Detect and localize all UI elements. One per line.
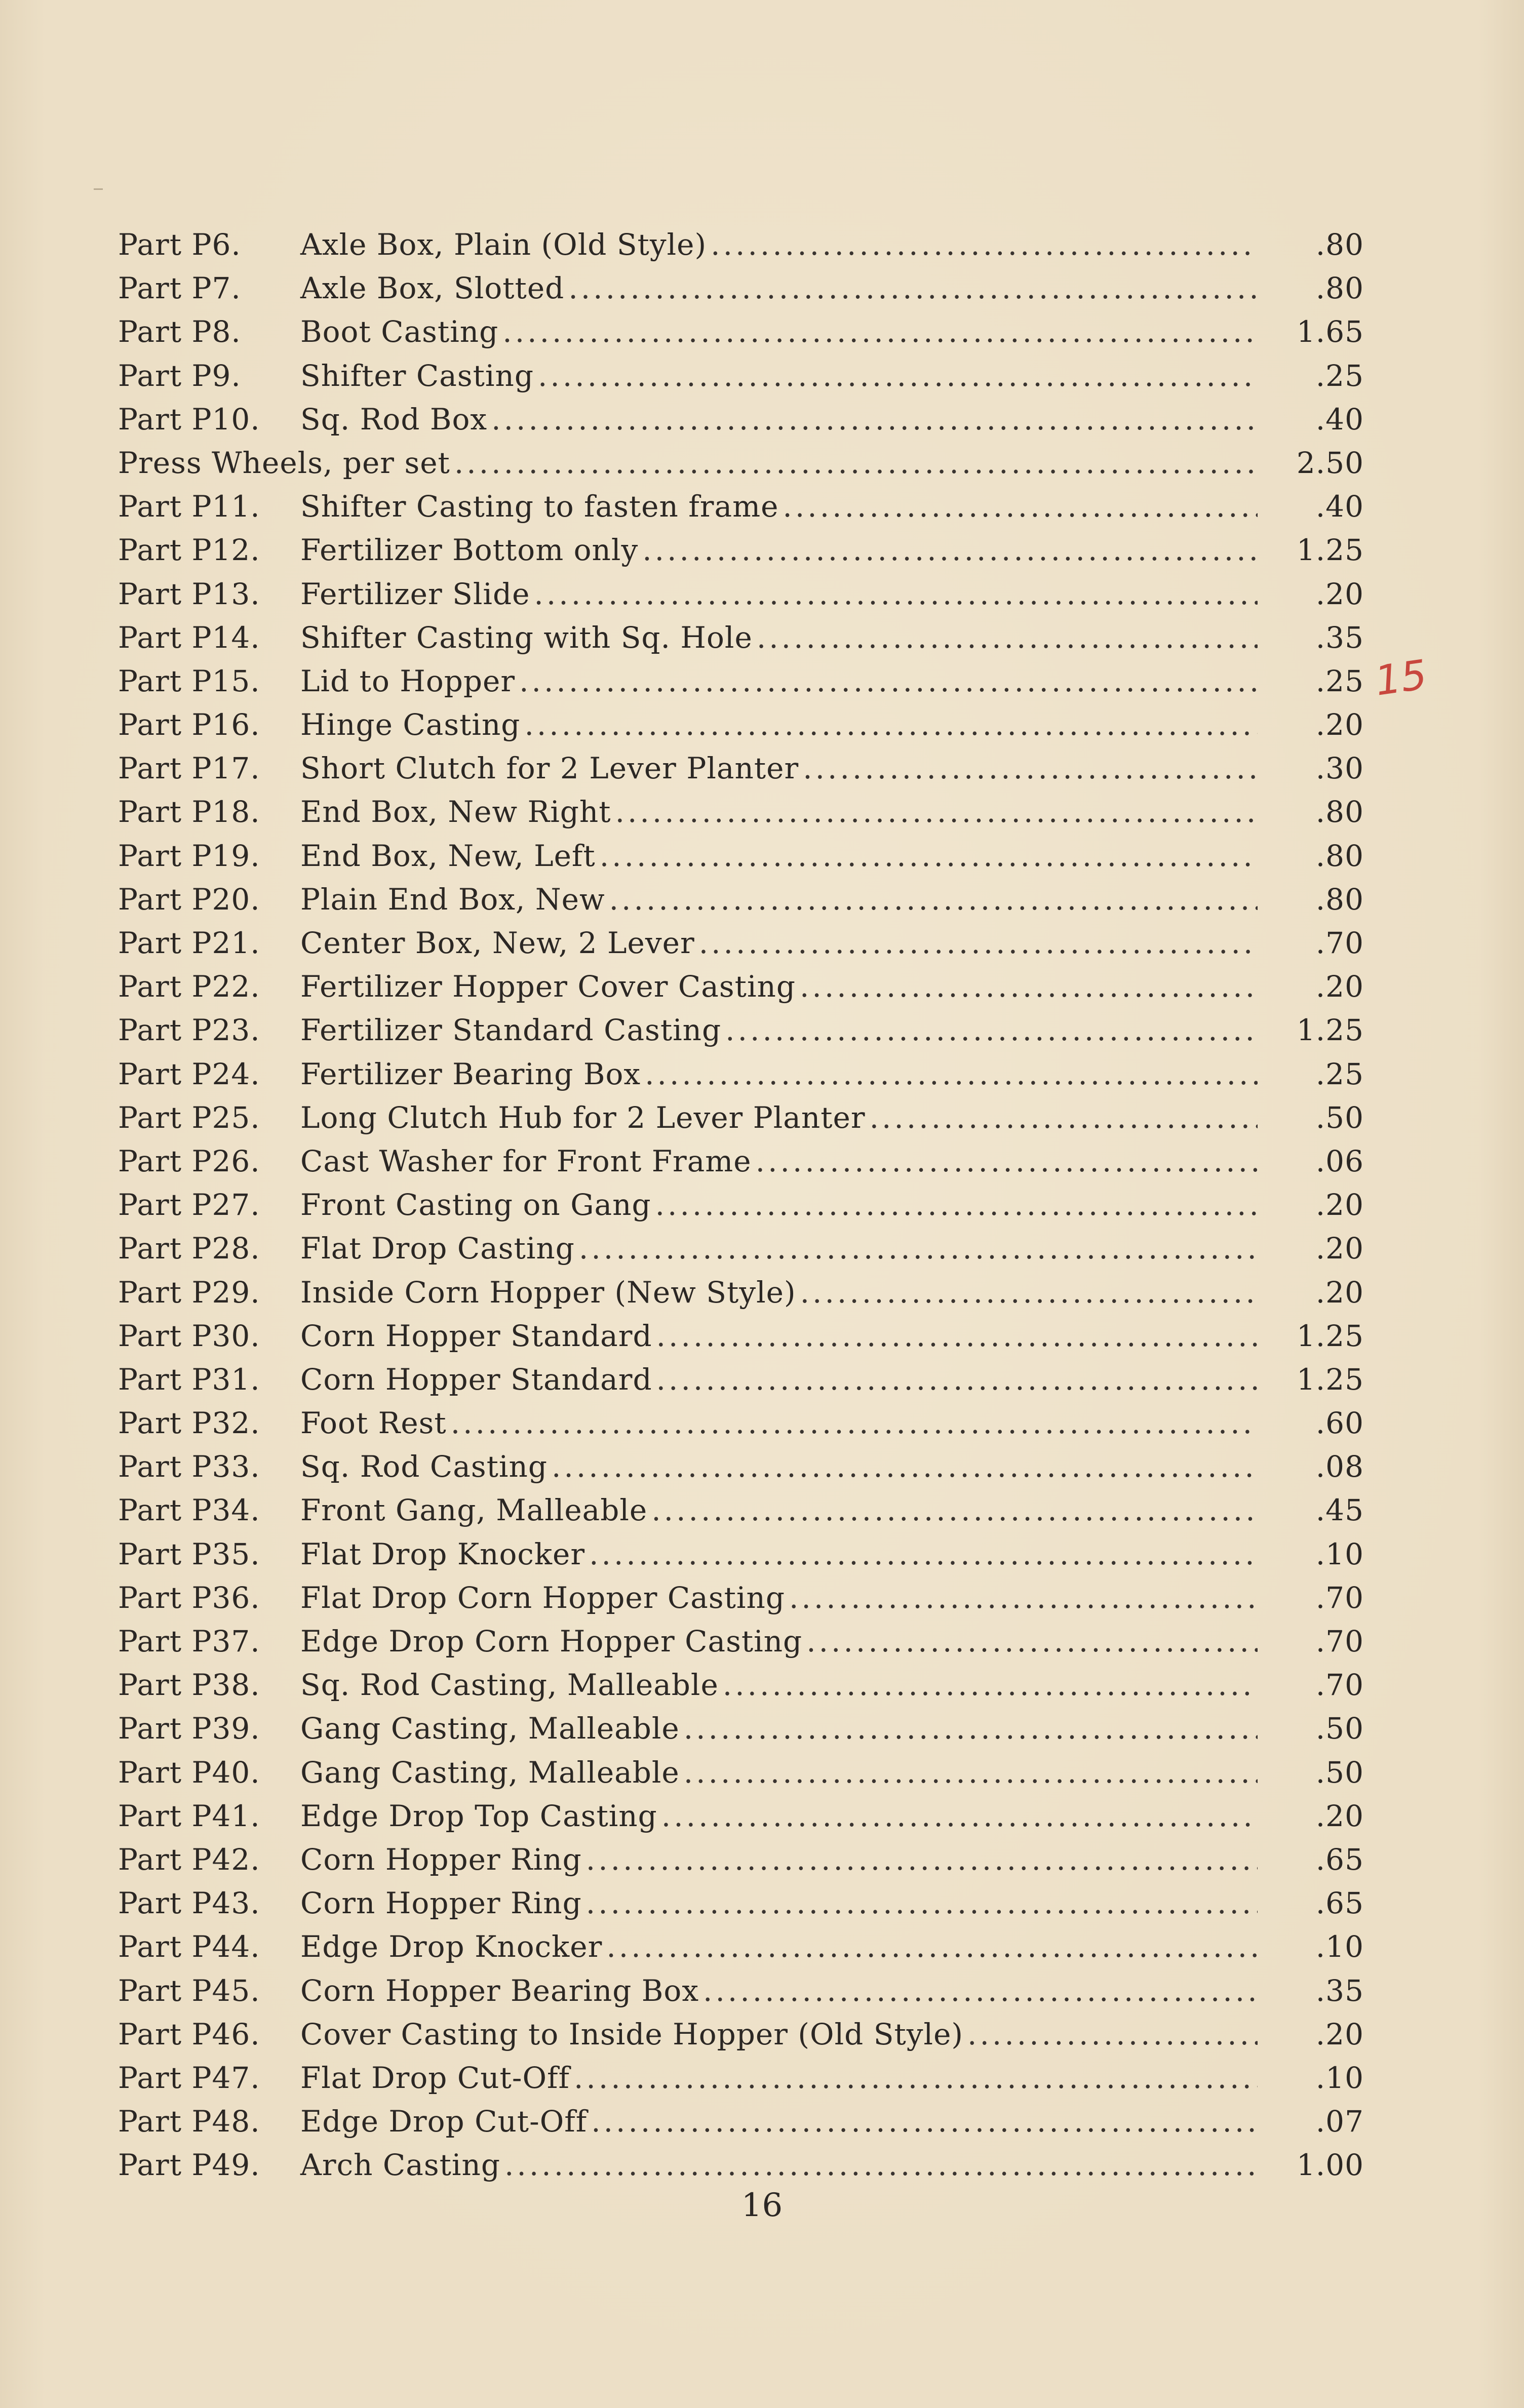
dot-leader <box>519 659 1258 703</box>
part-price: .80 <box>1315 227 1364 262</box>
part-row <box>118 223 1364 266</box>
part-code: Part P40. <box>118 1755 260 1790</box>
part-code: Part P35. <box>118 1536 260 1571</box>
dot-leader <box>656 1358 1258 1401</box>
part-description: Axle Box, Slotted <box>300 271 565 306</box>
part-description: Press Wheels, per set <box>118 445 450 480</box>
dot-leader <box>684 1751 1258 1794</box>
part-code: Part P39. <box>118 1711 260 1746</box>
dot-leader <box>609 878 1258 921</box>
part-row <box>118 703 1364 746</box>
part-code: Part P15. <box>118 663 260 698</box>
part-description: Boot Casting <box>300 314 499 349</box>
part-code: Part P47. <box>118 2060 260 2095</box>
dot-leader <box>800 1271 1258 1314</box>
part-price: .50 <box>1315 1711 1364 1746</box>
part-row <box>118 2100 1364 2143</box>
dot-leader <box>586 1881 1258 1925</box>
part-price: .25 <box>1315 663 1364 698</box>
part-price: 1.25 <box>1296 533 1364 568</box>
part-description: Corn Hopper Standard <box>300 1318 652 1353</box>
part-row <box>118 1532 1364 1576</box>
part-price: .80 <box>1315 882 1364 917</box>
part-row <box>118 790 1364 834</box>
dot-leader <box>870 1096 1258 1139</box>
part-description: Plain End Box, New <box>300 882 605 917</box>
part-row <box>118 878 1364 921</box>
part-description: Cover Casting to Inside Hopper (Old Style) <box>300 2017 964 2051</box>
dot-leader <box>586 1838 1258 1881</box>
part-price: .80 <box>1315 795 1364 830</box>
dot-leader <box>534 572 1258 616</box>
part-row <box>118 659 1364 703</box>
part-price: 1.25 <box>1296 1318 1364 1353</box>
part-description: Edge Drop Knocker <box>300 1929 603 1964</box>
dot-leader <box>524 703 1258 746</box>
part-price: .06 <box>1315 1143 1364 1178</box>
part-row <box>118 746 1364 790</box>
dot-leader <box>451 1401 1258 1445</box>
part-code: Part P33. <box>118 1449 260 1484</box>
dot-leader <box>757 616 1258 659</box>
dot-leader <box>656 1314 1258 1358</box>
part-description: Corn Hopper Bearing Box <box>300 1973 699 2008</box>
part-price: .65 <box>1315 1886 1364 1921</box>
dot-leader <box>967 2012 1258 2056</box>
part-code: Part P9. <box>118 358 241 393</box>
part-price: 1.65 <box>1296 314 1364 349</box>
part-price: .80 <box>1315 838 1364 873</box>
part-row <box>118 2143 1364 2187</box>
part-description: Edge Drop Top Casting <box>300 1798 657 1833</box>
part-code: Part P30. <box>118 1318 260 1353</box>
part-description: Hinge Casting <box>300 707 521 742</box>
part-row <box>118 1838 1364 1881</box>
part-description: Shifter Casting <box>300 358 534 393</box>
scan-mark <box>94 188 103 190</box>
part-row <box>118 572 1364 616</box>
dot-leader <box>606 1925 1258 1968</box>
part-price: .35 <box>1315 620 1364 655</box>
part-code: Part P29. <box>118 1275 260 1310</box>
part-row <box>118 1227 1364 1270</box>
part-price: .20 <box>1315 1188 1364 1222</box>
part-description: Lid to Hopper <box>300 663 516 698</box>
part-code: Part P18. <box>118 795 260 830</box>
dot-leader <box>800 965 1258 1008</box>
part-description: End Box, New, Left <box>300 838 596 873</box>
dot-leader <box>723 1663 1258 1707</box>
part-row <box>118 616 1364 659</box>
part-price: .10 <box>1315 1929 1364 1964</box>
part-description: Sq. Rod Box <box>300 402 488 437</box>
part-row <box>118 485 1364 528</box>
dot-leader <box>684 1707 1258 1750</box>
part-description: Fertilizer Slide <box>300 576 530 611</box>
dot-leader <box>615 790 1258 834</box>
part-row <box>118 354 1364 398</box>
part-row <box>118 921 1364 965</box>
part-description: Sq. Rod Casting, Malleable <box>300 1668 719 1703</box>
part-description: Foot Rest <box>300 1406 447 1441</box>
part-price: .20 <box>1315 2017 1364 2051</box>
part-code: Part P20. <box>118 882 260 917</box>
dot-leader <box>661 1794 1258 1838</box>
part-row <box>118 1183 1364 1227</box>
part-description: Fertilizer Bottom only <box>300 533 639 568</box>
part-row <box>118 398 1364 441</box>
part-code: Part P12. <box>118 533 260 568</box>
part-row <box>118 965 1364 1008</box>
dot-leader <box>789 1576 1258 1620</box>
dot-leader <box>711 223 1258 266</box>
part-code: Part P26. <box>118 1143 260 1178</box>
part-row <box>118 1969 1364 2012</box>
dot-leader <box>651 1488 1258 1532</box>
part-row <box>118 1358 1364 1401</box>
part-description: Center Box, New, 2 Lever <box>300 926 695 960</box>
dot-leader <box>699 921 1258 965</box>
part-price: .20 <box>1315 969 1364 1004</box>
dot-leader <box>600 834 1258 878</box>
part-price: .25 <box>1315 358 1364 393</box>
part-code: Part P48. <box>118 2104 260 2139</box>
part-description: Flat Drop Casting <box>300 1231 575 1266</box>
part-description: Front Gang, Malleable <box>300 1493 648 1528</box>
part-code: Part P17. <box>118 751 260 786</box>
part-price: .35 <box>1315 1973 1364 2008</box>
part-price: .65 <box>1315 1842 1364 1877</box>
part-description: Flat Drop Knocker <box>300 1536 585 1571</box>
part-row <box>118 1620 1364 1663</box>
dot-leader <box>454 441 1258 485</box>
dot-leader <box>645 1052 1258 1096</box>
part-price: .08 <box>1315 1449 1364 1484</box>
part-description: Corn Hopper Standard <box>300 1362 652 1397</box>
part-price: .70 <box>1315 1580 1364 1615</box>
part-row <box>118 1096 1364 1139</box>
part-row <box>118 528 1364 572</box>
dot-leader <box>703 1969 1258 2012</box>
part-row <box>118 1271 1364 1314</box>
dot-leader <box>783 485 1258 528</box>
part-code: Part P11. <box>118 489 260 524</box>
part-code: Part P10. <box>118 402 260 437</box>
part-price: .20 <box>1315 1231 1364 1266</box>
part-code: Part P46. <box>118 2017 260 2051</box>
dot-leader <box>756 1139 1258 1183</box>
part-row <box>118 1314 1364 1358</box>
part-code: Part P34. <box>118 1493 260 1528</box>
part-description: End Box, New Right <box>300 795 611 830</box>
dot-leader <box>552 1445 1258 1488</box>
part-price: 1.00 <box>1296 2148 1364 2183</box>
part-price: 1.25 <box>1296 1362 1364 1397</box>
part-code: Part P45. <box>118 1973 260 2008</box>
part-price: 1.25 <box>1296 1013 1364 1048</box>
part-description: Fertilizer Standard Casting <box>300 1013 722 1048</box>
part-code: Part P22. <box>118 969 260 1004</box>
part-row <box>118 1881 1364 1925</box>
dot-leader <box>806 1620 1258 1663</box>
part-code: Part P13. <box>118 576 260 611</box>
part-description: Corn Hopper Ring <box>300 1886 582 1921</box>
part-code: Part P25. <box>118 1100 260 1135</box>
part-description: Flat Drop Cut-Off <box>300 2060 570 2095</box>
part-price: .60 <box>1315 1406 1364 1441</box>
dot-leader <box>589 1532 1258 1576</box>
part-description: Edge Drop Cut-Off <box>300 2104 588 2139</box>
part-description: Short Clutch for 2 Lever Planter <box>300 751 799 786</box>
handwritten-annotation: 15 <box>1372 651 1430 705</box>
part-price: .30 <box>1315 751 1364 786</box>
part-price: .50 <box>1315 1100 1364 1135</box>
part-code: Part P43. <box>118 1886 260 1921</box>
part-row <box>118 1707 1364 1750</box>
part-price: .80 <box>1315 271 1364 306</box>
parts-price-list <box>118 223 1364 2187</box>
part-row <box>118 1663 1364 1707</box>
dot-leader <box>502 310 1258 353</box>
part-code: Part P24. <box>118 1056 260 1091</box>
part-code: Part P28. <box>118 1231 260 1266</box>
part-price: 2.50 <box>1296 445 1364 480</box>
part-description: Axle Box, Plain (Old Style) <box>300 227 707 262</box>
part-row <box>118 441 1364 485</box>
part-code: Part P16. <box>118 707 260 742</box>
part-row <box>118 834 1364 878</box>
part-price: .07 <box>1315 2104 1364 2139</box>
dot-leader <box>504 2143 1258 2187</box>
part-row <box>118 1052 1364 1096</box>
dot-leader <box>642 528 1258 572</box>
part-row <box>118 1925 1364 1968</box>
dot-leader <box>538 354 1258 398</box>
part-row <box>118 2056 1364 2100</box>
part-price: .40 <box>1315 402 1364 437</box>
part-description: Edge Drop Corn Hopper Casting <box>300 1624 803 1659</box>
part-row <box>118 1488 1364 1532</box>
part-price: .10 <box>1315 1536 1364 1571</box>
part-code: Part P36. <box>118 1580 260 1615</box>
part-description: Long Clutch Hub for 2 Lever Planter <box>300 1100 866 1135</box>
part-row <box>118 2012 1364 2056</box>
part-price: .20 <box>1315 576 1364 611</box>
part-row <box>118 1008 1364 1052</box>
part-code: Part P6. <box>118 227 241 262</box>
part-description: Inside Corn Hopper (New Style) <box>300 1275 796 1310</box>
part-price: .20 <box>1315 1798 1364 1833</box>
part-price: .20 <box>1315 1275 1364 1310</box>
dot-leader <box>491 398 1258 441</box>
part-code: Part P7. <box>118 271 241 306</box>
part-code: Part P37. <box>118 1624 260 1659</box>
dot-leader <box>568 266 1258 310</box>
part-description: Cast Washer for Front Frame <box>300 1143 752 1178</box>
part-description: Gang Casting, Malleable <box>300 1755 680 1790</box>
part-row <box>118 1794 1364 1838</box>
part-price: .50 <box>1315 1755 1364 1790</box>
part-price: .70 <box>1315 1668 1364 1703</box>
part-row <box>118 310 1364 353</box>
part-description: Corn Hopper Ring <box>300 1842 582 1877</box>
part-code: Part P19. <box>118 838 260 873</box>
part-price: .10 <box>1315 2060 1364 2095</box>
part-description: Gang Casting, Malleable <box>300 1711 680 1746</box>
part-description: Front Casting on Gang <box>300 1188 651 1222</box>
part-code: Part P31. <box>118 1362 260 1397</box>
part-code: Part P32. <box>118 1406 260 1441</box>
dot-leader <box>725 1008 1258 1052</box>
part-row <box>118 1751 1364 1794</box>
part-price: .25 <box>1315 1056 1364 1091</box>
part-description: Flat Drop Corn Hopper Casting <box>300 1580 785 1615</box>
part-row <box>118 1401 1364 1445</box>
part-description: Sq. Rod Casting <box>300 1449 548 1484</box>
part-description: Arch Casting <box>300 2148 500 2183</box>
part-price: .70 <box>1315 1624 1364 1659</box>
part-code: Part P23. <box>118 1013 260 1048</box>
dot-leader <box>574 2056 1258 2100</box>
part-code: Part P38. <box>118 1668 260 1703</box>
part-code: Part P49. <box>118 2148 260 2183</box>
part-code: Part P44. <box>118 1929 260 1964</box>
dot-leader <box>579 1227 1258 1270</box>
part-code: Part P8. <box>118 314 241 349</box>
part-price: .40 <box>1315 489 1364 524</box>
dot-leader <box>655 1183 1258 1227</box>
part-description: Fertilizer Bearing Box <box>300 1056 641 1091</box>
part-code: Part P14. <box>118 620 260 655</box>
part-row <box>118 1445 1364 1488</box>
part-price: .70 <box>1315 926 1364 960</box>
part-code: Part P27. <box>118 1188 260 1222</box>
part-row <box>118 1576 1364 1620</box>
part-code: Part P21. <box>118 926 260 960</box>
part-price: .45 <box>1315 1493 1364 1528</box>
dot-leader <box>591 2100 1258 2143</box>
dot-leader <box>803 746 1258 790</box>
part-description: Shifter Casting with Sq. Hole <box>300 620 753 655</box>
part-description: Shifter Casting to fasten frame <box>300 489 779 524</box>
part-description: Fertilizer Hopper Cover Casting <box>300 969 796 1004</box>
part-code: Part P41. <box>118 1798 260 1833</box>
part-row <box>118 266 1364 310</box>
part-price: .20 <box>1315 707 1364 742</box>
part-row <box>118 1139 1364 1183</box>
part-code: Part P42. <box>118 1842 260 1877</box>
page-number: 16 <box>741 2187 783 2224</box>
